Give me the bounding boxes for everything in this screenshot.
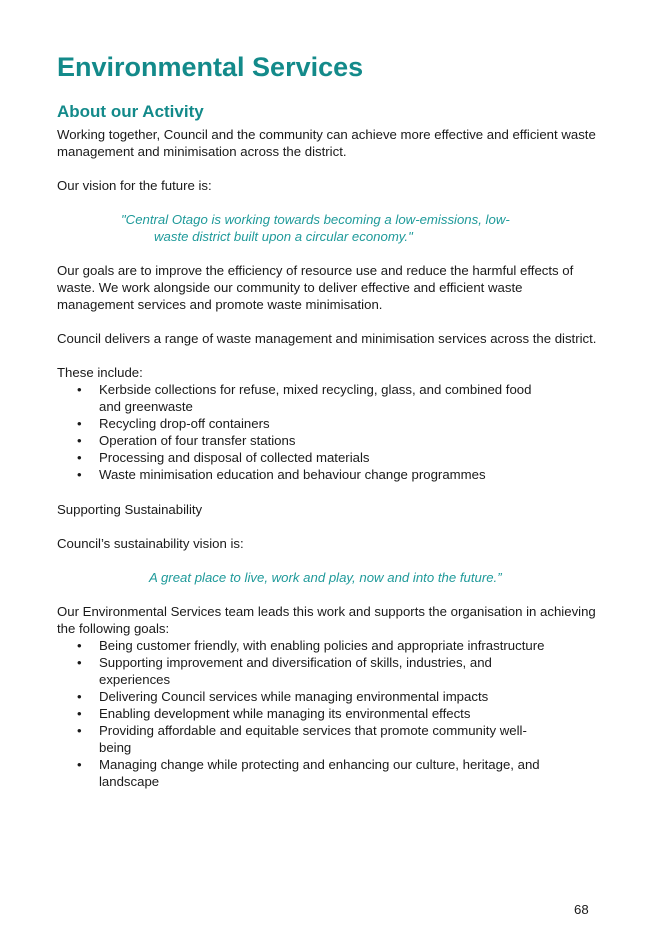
bullet-icon: • (77, 416, 82, 431)
list-item-text: Recycling drop-off containers (99, 416, 270, 431)
bullet-icon: • (77, 382, 82, 397)
list-item (57, 688, 597, 705)
list-item-text: Delivering Council services while managing environmental impacts (99, 689, 489, 704)
list-item-text: Being customer friendly, with enabling policies and appropriate infrastructure (99, 638, 545, 653)
bullet-icon: • (77, 638, 82, 653)
list-item (57, 449, 597, 466)
list-item (57, 381, 597, 415)
services-intro: Council delivers a range of waste management and minimisation services across the district. (57, 331, 597, 346)
vision-quote-line-1: "Central Otago is working towards becoming a low-emissions, low- (121, 212, 510, 227)
sustainability-heading: Supporting Sustainability (57, 502, 203, 517)
list-item-text: Supporting improvement and diversification of skills, industries, and experiences (99, 655, 492, 687)
bullet-icon: • (77, 467, 82, 482)
team-paragraph: Our Environmental Services team leads this work and supports the organisation in achieving the following goals: (57, 604, 596, 636)
list-item-text: Providing affordable and equitable services that promote community well-being (99, 723, 527, 755)
list-item-text: Kerbside collections for refuse, mixed recycling, glass, and combined food and greenwaste (99, 382, 532, 414)
vision-quote-line-2: waste district built upon a circular economy." (154, 229, 413, 244)
list-item (57, 756, 597, 790)
bullet-icon: • (77, 689, 82, 704)
list-item (57, 466, 597, 483)
bullet-icon: • (77, 706, 82, 721)
list-item (57, 654, 597, 688)
list-item-text: Waste minimisation education and behaviour change programmes (99, 467, 486, 482)
goals-paragraph: Our goals are to improve the efficiency of resource use and reduce the harmful effects of waste. We work alongside our community to deliver effective and efficient waste management services and promote waste minimisation. (57, 263, 574, 312)
list-item (57, 722, 597, 756)
list-item (57, 415, 597, 432)
page-title: Environmental Services (57, 52, 364, 82)
intro-paragraph: Working together, Council and the community can achieve more effective and efficient waste management and minimisation across the district. (57, 127, 596, 159)
list-item (57, 705, 597, 722)
list-item-text: Processing and disposal of collected materials (99, 450, 370, 465)
bullet-icon: • (77, 723, 82, 738)
goals-list (57, 637, 597, 790)
list-item (57, 637, 597, 654)
bullet-icon: • (77, 450, 82, 465)
sustainability-quote: A great place to live, work and play, now and into the future.” (149, 570, 502, 585)
bullet-icon: • (77, 655, 82, 670)
bullet-icon: • (77, 433, 82, 448)
bullet-icon: • (77, 757, 82, 772)
services-list (57, 381, 597, 483)
list-item-text: Operation of four transfer stations (99, 433, 296, 448)
these-include-label: These include: (57, 365, 143, 380)
page-number: 68 (574, 902, 589, 917)
sustainability-intro: Council’s sustainability vision is: (57, 536, 244, 551)
list-item (57, 432, 597, 449)
list-item-text: Enabling development while managing its environmental effects (99, 706, 471, 721)
list-item-text: Managing change while protecting and enhancing our culture, heritage, and landscape (99, 757, 540, 789)
vision-intro: Our vision for the future is: (57, 178, 212, 193)
section-heading: About our Activity (57, 102, 204, 121)
